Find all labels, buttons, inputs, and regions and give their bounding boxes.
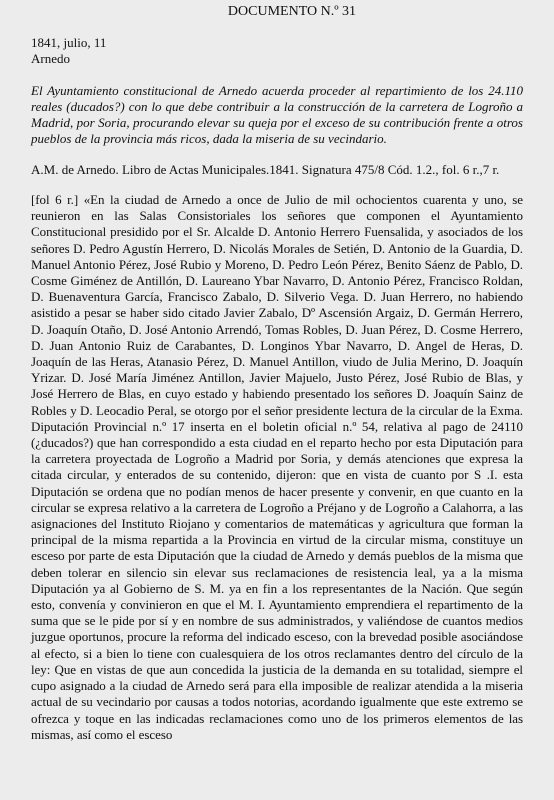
- document-summary: El Ayuntamiento constitucional de Arnedo acuerda proceder al repartimiento de los 24.110 reales (ducados?) con lo que debe contribuir a la construcción de la carretera de Logroño a Madrid, por Soria, procurando elevar su queja por el exceso de su contribución frente a otros pueblos de la provincia más ricos, dada la miseria de su vecindario.: [31, 83, 523, 146]
- document-header: [31, 35, 523, 67]
- document-source: A.M. de Arnedo. Libro de Actas Municipales.1841. Signatura 475/8 Cód. 1.2., fol. 6 r.,7 r.: [31, 162, 500, 177]
- document-title: DOCUMENTO N.º 31: [227, 4, 357, 19]
- document-date: 1841, julio, 11: [31, 35, 107, 50]
- document-body: [fol 6 r.] «En la ciudad de Arnedo a once de Julio de mil ochocientos cuarenta y uno, se reunieron en las Salas Consistoriales los señores que componen el Ayuntamiento Constitucional presidido por el Sr. Alcalde D. Antonio Herrero Fuensalida, y asociados de los señores D. Pedro Agustín Herrero, D. Nicolás Morales de Setién, D. Antonio de la Guardia, D. Manuel Antonio Pérez, José Rubio y Moreno, D. Pedro León Pérez, Benito Sáenz de Pablo, D. Cosme Giménez de Antillón, D. Laureano Ybar Navarro, D. Antonio Pérez, Francisco Roldan, D. Buenaventura García, Francisco Zabalo, D. Silverio Vega. D. Juan Herrero, no habiendo asistido a pesar se haber sido citado Javier Zabalo, Dº Ascensión Argaiz, D. Germán Herrero, D. Joaquín Otaño, D. José Antonio Arrendó, Tomas Robles, D. Juan Pérez, D. Cosme Herrero, D. Juan Antonio Ruiz de Carabantes, D. Longinos Ybar Navarro, D. Angel de Heras, D. Joaquín de las Heras, Atanasio Pérez, D. Manuel Antillon, viudo de Julia Merino, D. Joaquín Yrizar. D. José María Jiménez Antillon, Javier Majuelo, Justo Pérez, José Rubio de Blas, y José Herrero de Blas, en cuyo estado y habiendo presentado los señores D. Joaquín Sainz de Robles y D. Leocadio Peral, se otorgo por el señor presidente lectura de la circular de la Exma. Diputación Provincial n.º 17 inserta en el boletin oficial n.º 54, relativa al pago de 24110 (¿ducados?) que han correspondido a esta ciudad en el reparto hecho por esta Diputación para la carretera proyectada de Logroño a Madrid por Soria, y demás atenciones que expresa la citada circular, y enterados de su contenido, dijeron: que en vista de cuanto por S .I. esta Diputación se ordena que no podían menos de hacer presente y convenir, en que cuanto en la circular se expresa relativo a la carretera de Logroño a Préjano y de Logroño a Calahorra, a las asignaciones del Instituto Riojano y comentarios de matemáticas y agricultura que forman la principal de la misma repartida a la Provincia en virtud de la circular misma, constituye un esceso por parte de esta Diputación que la ciudad de Arnedo y demás pueblos de la misma que deben tolerar en silencio sin elevar sus reclamaciones de resistencia leal, ya a la misma Diputación ya al Gobierno de S. M. ya en fin a los representantes de la Nación. Que según esto, convenía y convinieron en que el M. I. Ayuntamiento emprendiera el repartimento de la suma que se le pide por sí y en nombre de sus administrados, y valiéndose de cuantos medios juzgue oportunos, procure la reforma del indicado esceso, con la brevedad posible asociándose al efecto, si a bien lo tiene con cualesquiera de los otros reclamantes dentro del círculo de la ley: Que en vistas de que aun concedida la justicia de la demanda en su totalidad, siempre el cupo asignado a la ciudad de Arnedo será para ella imposible de realizar atendida a la miseria actual de su vecindario por causas a todos notorias, acordando igualmente que este extremo se ofrezca y toque en las indicadas reclamaciones como uno de los primeros elementos de las mismas, así como el esceso: [31, 192, 523, 742]
- document-place: Arnedo: [31, 51, 70, 66]
